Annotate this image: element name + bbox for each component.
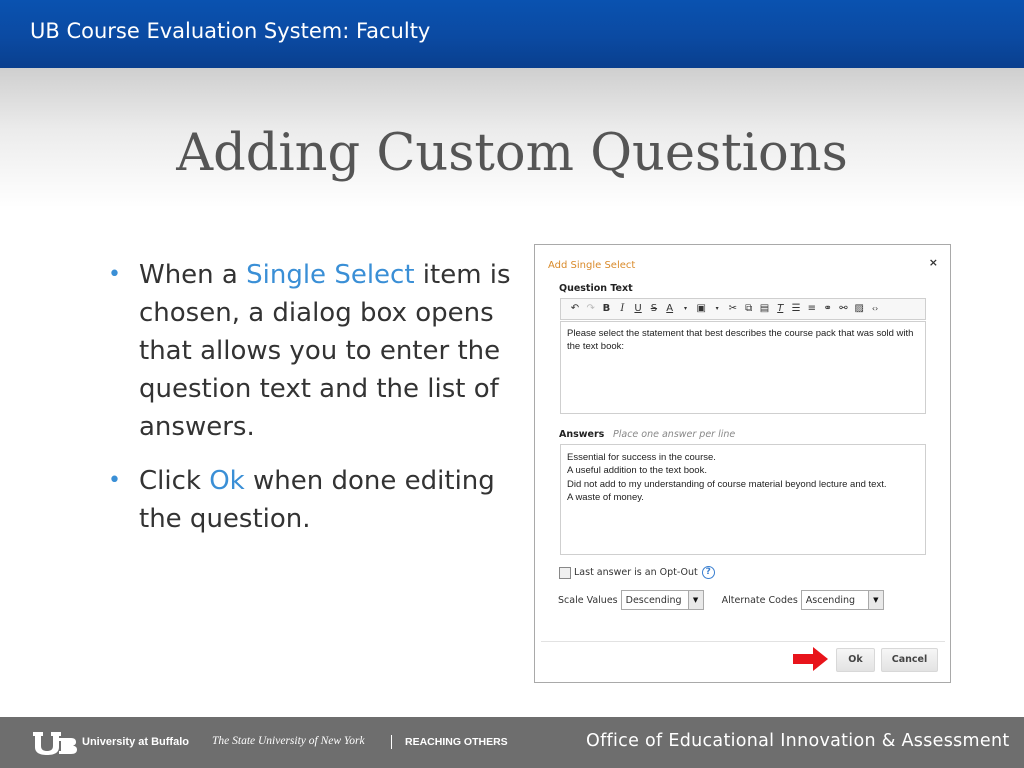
dialog-divider [541,641,945,642]
optout-row [559,566,715,579]
bold-icon[interactable]: B [602,303,611,314]
header-title: UB Course Evaluation System: Faculty [30,19,431,43]
answer-line: A waste of money. [567,491,644,503]
cut-icon[interactable]: ✂ [728,303,738,314]
dialog-title: Add Single Select [548,260,636,271]
bullet-item [104,256,524,446]
underline-icon[interactable]: U [634,303,642,314]
office-name: Office of Educational Innovation & Assessment [586,731,1010,751]
undo-icon[interactable]: ↶ [570,303,580,314]
question-text-editor[interactable]: Please select the statement that best describes the course pack that was sold with the text book: [560,321,926,414]
paste-icon[interactable]: ▤ [759,303,770,314]
ok-button[interactable]: Ok [836,648,875,672]
bullet-text-post: item is chosen, a dialog box opens that allows you to enter the question text and the list of answers. [139,260,511,442]
suny-name: The State University of New York [212,735,365,747]
answers-hint: Place one answer per line [613,429,736,440]
alternate-codes-select[interactable] [801,590,884,610]
footer-divider [391,735,392,749]
red-arrow-icon [793,647,829,671]
dropdown-icon[interactable]: ▾ [715,305,719,312]
question-text-label: Question Text [559,283,633,294]
alternate-codes-value: Ascending [805,594,856,606]
image-icon[interactable]: ▨ [854,303,864,314]
close-icon[interactable]: × [928,256,938,269]
header-bar [0,0,1024,68]
editor-toolbar [560,298,926,320]
optout-checkbox[interactable] [559,567,571,579]
answer-line: Essential for success in the course. [567,452,716,463]
bullet-highlight-single-select: Single Select [246,260,415,290]
answers-textarea[interactable] [560,444,926,555]
optout-label: Last answer is an Opt-Out [574,567,698,578]
bullet-item [104,462,524,538]
bullet-dot-icon: • [108,468,121,493]
italic-icon[interactable]: I [620,303,625,314]
chevron-down-icon: ▼ [868,591,883,609]
bullet-list [104,256,524,554]
footer-bar [0,717,1024,768]
answer-line: A useful addition to the text book. [567,465,707,477]
redo-icon[interactable]: ↷ [586,303,595,314]
cancel-button[interactable]: Cancel [881,648,938,672]
university-name: University at Buffalo [82,736,189,748]
bullet-highlight-ok: Ok [209,466,245,496]
chevron-down-icon: ▼ [688,591,703,609]
bullet-text-pre: When a [139,260,247,290]
unlink-icon[interactable]: ⚯ [839,303,848,314]
ub-logo-icon [31,730,77,756]
alternate-codes-label: Alternate Codes [721,594,798,606]
answers-label: Answers [559,429,605,440]
answer-line: Did not add to my understanding of course material beyond lecture and text. [567,478,887,490]
help-icon[interactable]: ? [702,566,715,579]
link-icon[interactable]: ⚭ [823,303,832,314]
tagline: REACHING OTHERS [405,736,508,748]
strikethrough-icon[interactable]: S [650,303,658,314]
scale-values-value: Descending [625,594,682,606]
bullet-dot-icon: • [108,262,121,287]
slide-title: Adding Custom Questions [176,124,848,183]
scale-values-select[interactable] [621,590,704,610]
scale-values-label: Scale Values [558,594,618,606]
bullet-text-pre: Click [139,466,210,496]
font-color-icon[interactable]: A [666,303,674,314]
highlight-icon[interactable]: ▣ [696,303,706,314]
add-single-select-dialog [534,244,951,683]
scale-row [558,590,884,610]
bulleted-list-icon[interactable]: ☰ [791,303,801,314]
copy-icon[interactable]: ⧉ [745,303,753,314]
bullet-text-post: when done editing the question. [139,466,495,534]
numbered-list-icon[interactable]: ≡ [807,303,817,314]
dropdown-icon[interactable]: ▾ [683,305,687,312]
clear-format-icon[interactable]: T [777,303,784,314]
source-code-icon[interactable]: ‹› [871,304,879,313]
